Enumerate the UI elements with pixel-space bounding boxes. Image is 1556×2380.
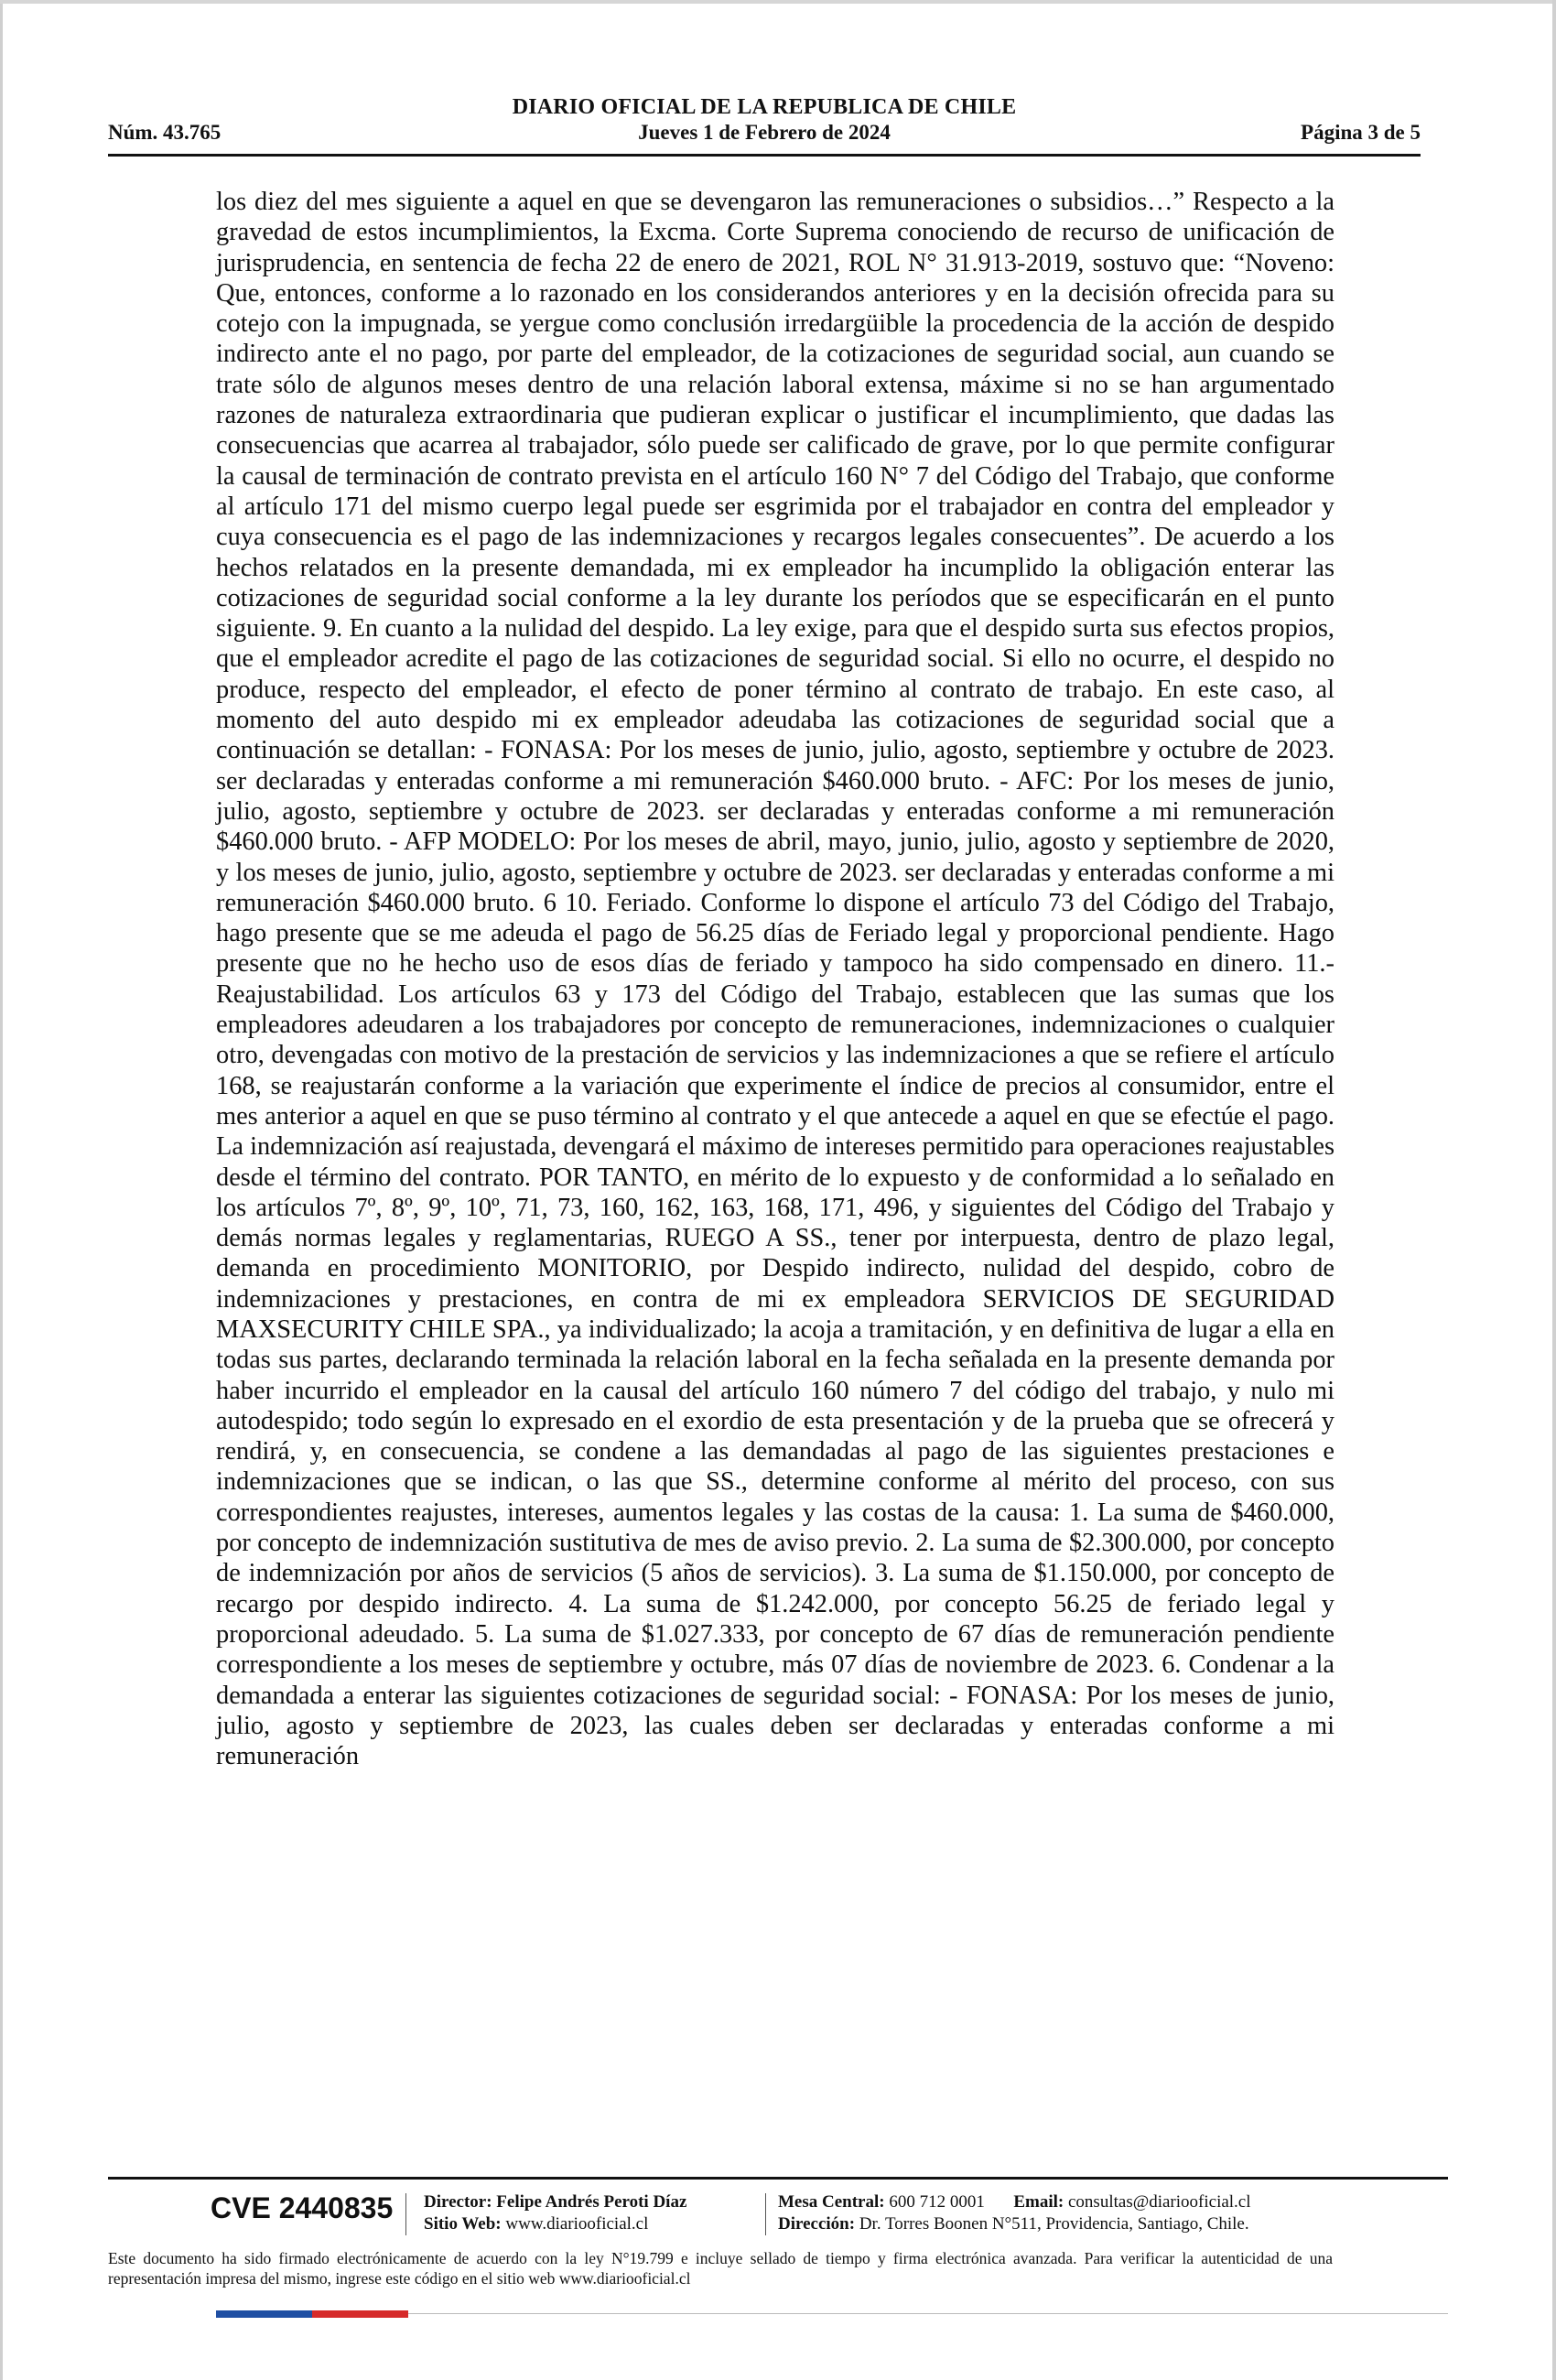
- email-link[interactable]: consultas@diariooficial.cl: [1068, 2192, 1251, 2212]
- director-label: Director:: [424, 2192, 492, 2212]
- page-header: [108, 92, 1421, 156]
- address-value: Dr. Torres Boonen N°511, Providencia, Santiago, Chile.: [859, 2214, 1249, 2234]
- email-label: Email:: [1013, 2192, 1064, 2212]
- website-label: Sitio Web:: [424, 2214, 502, 2234]
- page-indicator: Página 3 de 5: [1301, 121, 1421, 144]
- page-edge-top: [0, 0, 1556, 4]
- issue-number: Núm. 43.765: [108, 121, 222, 144]
- footer-separator: [405, 2193, 406, 2235]
- phone-label: Mesa Central:: [778, 2192, 885, 2212]
- issue-date: Jueves 1 de Febrero de 2024: [638, 121, 891, 144]
- publication-title: DIARIO OFICIAL DE LA REPUBLICA DE CHILE: [512, 95, 1017, 119]
- cve-code: CVE 2440835: [211, 2191, 394, 2224]
- signature-notice: Este documento ha sido firmado electrónicamente de acuerdo con la ley N°19.799 e incluye sellado de tiempo y firma electrónica avanzada. Para verificar la autenticidad de una representación impresa del mismo, ingrese este código en el sitio web www.diariooficial.cl: [108, 2249, 1333, 2288]
- address-label: Dirección:: [778, 2214, 856, 2234]
- footer-separator: [765, 2193, 766, 2235]
- page-edge-right: [1552, 0, 1556, 2380]
- document-body: [216, 187, 1334, 1771]
- page-edge-left: [0, 0, 3, 2380]
- phone-number: 600 712 0001: [889, 2192, 985, 2212]
- footer-bottom-rule: [408, 2313, 1448, 2314]
- header-divider: [108, 154, 1421, 157]
- director-name: Felipe Andrés Peroti Díaz: [496, 2192, 687, 2212]
- body-paragraph: los diez del mes siguiente a aquel en que se devengaron las remuneraciones o subsidios…” Respecto a la gravedad de estos incumplimientos, la Excma. Corte Suprema conociendo de recurso de unificación de jurisprudencia, en sentencia de fecha 22 de enero de 2021, ROL N° 31.913-2019, sostuvo que: “Noveno: Que, entonces, conforme a lo razonado en los considerandos anteriores y en la decisión ofrecida para su cotejo con la impugnada, se yergue como conclusión irredargüible la procedencia de la acción de despido indirecto ante el no pago, por parte del empleador, de la cotizaciones de seguridad social, aun cuando se trate sólo de algunos meses dentro de una relación laboral extensa, máxime si no se han argumentado razones de naturaleza extraordinaria que pudieran explicar o justificar el incumplimiento, que dadas las consecuencias que acarrea al trabajador, sólo puede ser calificado de grave, por lo que permite configurar la causal de terminación de contrato prevista en el artículo 160 N° 7 del Código del Trabajo, que conforme al artículo 171 del mismo cuerpo legal puede ser esgrimida por el trabajador en contra del empleador y cuya consecuencia es el pago de las indemnizaciones y recargos legales consecuentes”. De acuerdo a los hechos relatados en la presente demandada, mi ex empleador ha incumplido la obligación enterar las cotizaciones de seguridad social conforme a la ley durante los períodos que se especificarán en el punto siguiente. 9. En cuanto a la nulidad del despido. La ley exige, para que el despido surta sus efectos propios, que el empleador acredite el pago de las cotizaciones de seguridad social. Si ello no ocurre, el despido no produce, respecto del empleador, el efecto de poner término al contrato de trabajo. En este caso, al momento del auto despido mi ex empleador adeudaba las cotizaciones de seguridad social que a continuación se detallan: - FONASA: Por los meses de junio, julio, agosto, septiembre y octubre de 2023. ser declaradas y enteradas conforme a mi remuneración $460.000 bruto. - AFC: Por los meses de junio, julio, agosto, septiembre y octubre de 2023. ser declaradas y enteradas conforme a mi remuneración $460.000 bruto. - AFP MODELO: Por los meses de abril, mayo, junio, julio, agosto y septiembre de 2020, y los meses de junio, julio, agosto, septiembre y octubre de 2023. ser declaradas y enteradas conforme a mi remuneración $460.000 bruto. 6 10. Feriado. Conforme lo dispone el artículo 73 del Código del Trabajo, hago presente que se me adeuda el pago de 56.25 días de Feriado legal y proporcional pendiente. Hago presente que no he hecho uso de esos días de feriado y tampoco ha sido compensado en dinero. 11.- Reajustabilidad. Los artículos 63 y 173 del Código del Trabajo, establecen que las sumas que los empleadores adeudaren a los trabajadores por concepto de remuneraciones, indemnizaciones o cualquier otro, devengadas con motivo de la prestación de servicios y las indemnizaciones a que se refiere el artículo 168, se reajustarán conforme a la variación que experimente el índice de precios al consumidor, entre el mes anterior a aquel en que se puso término al contrato y el que antecede a aquel en que se efectúe el pago. La indemnización así reajustada, devengará el máximo de intereses permitido para operaciones reajustables desde el término del contrato. POR TANTO, en mérito de lo expuesto y de conformidad a lo señalado en los artículos 7º, 8º, 9º, 10º, 71, 73, 160, 162, 163, 168, 171, 496, y siguientes del Código del Trabajo y demás normas legales y reglamentarias, RUEGO A SS., tener por interpuesta, dentro de plazo legal, demanda en procedimiento MONITORIO, por Despido indirecto, nulidad del despido, cobro de indemnizaciones y prestaciones, en contra de mi ex empleadora SERVICIOS DE SEGURIDAD MAXSECURITY CHILE SPA., ya individualizado; la acoja a tramitación, y en definitiva de lugar a ella en todas sus partes, declarando terminada la relación laboral en la fecha señalada en la presente demanda por haber incurrido el empleador en la causal del artículo 160 número 7 del código del trabajo, y nulo mi autodespido; todo según lo expresado en el exordio de esta presentación y de la prueba que se ofrecerá y rendirá, y, en consecuencia, se condene a las demandadas al pago de las siguientes prestaciones e indemnizaciones que se indican, o las que SS., determine conforme al mérito del proceso, con sus correspondientes reajustes, intereses, aumentos legales y las costas de la causa: 1. La suma de $460.000, por concepto de indemnización sustitutiva de mes de aviso previo. 2. La suma de $2.300.000, por concepto de indemnización por años de servicios (5 años de servicios). 3. La suma de $1.150.000, por concepto de recargo por despido indirecto. 4. La suma de $1.242.000, por concepto 56.25 de feriado legal y proporcional adeudado. 5. La suma de $1.027.333, por concepto de 67 días de remuneración pendiente correspondiente a los meses de septiembre y octubre, más 07 días de noviembre de 2023. 6. Condenar a la demandada a enterar las siguientes cotizaciones de seguridad social: - FONASA: Por los meses de junio, julio, agosto y septiembre de 2023, las cuales deben ser declaradas y enteradas conforme a mi remuneración: [216, 188, 1334, 1771]
- footer-director-block: [424, 2191, 686, 2235]
- footer-divider: [108, 2177, 1448, 2180]
- flag-blue-segment: [216, 2310, 312, 2318]
- website-link[interactable]: www.diariooficial.cl: [505, 2214, 649, 2234]
- footer-contact-block: [778, 2191, 1251, 2235]
- flag-red-segment: [312, 2310, 408, 2318]
- chile-flag-stripe: [216, 2310, 408, 2318]
